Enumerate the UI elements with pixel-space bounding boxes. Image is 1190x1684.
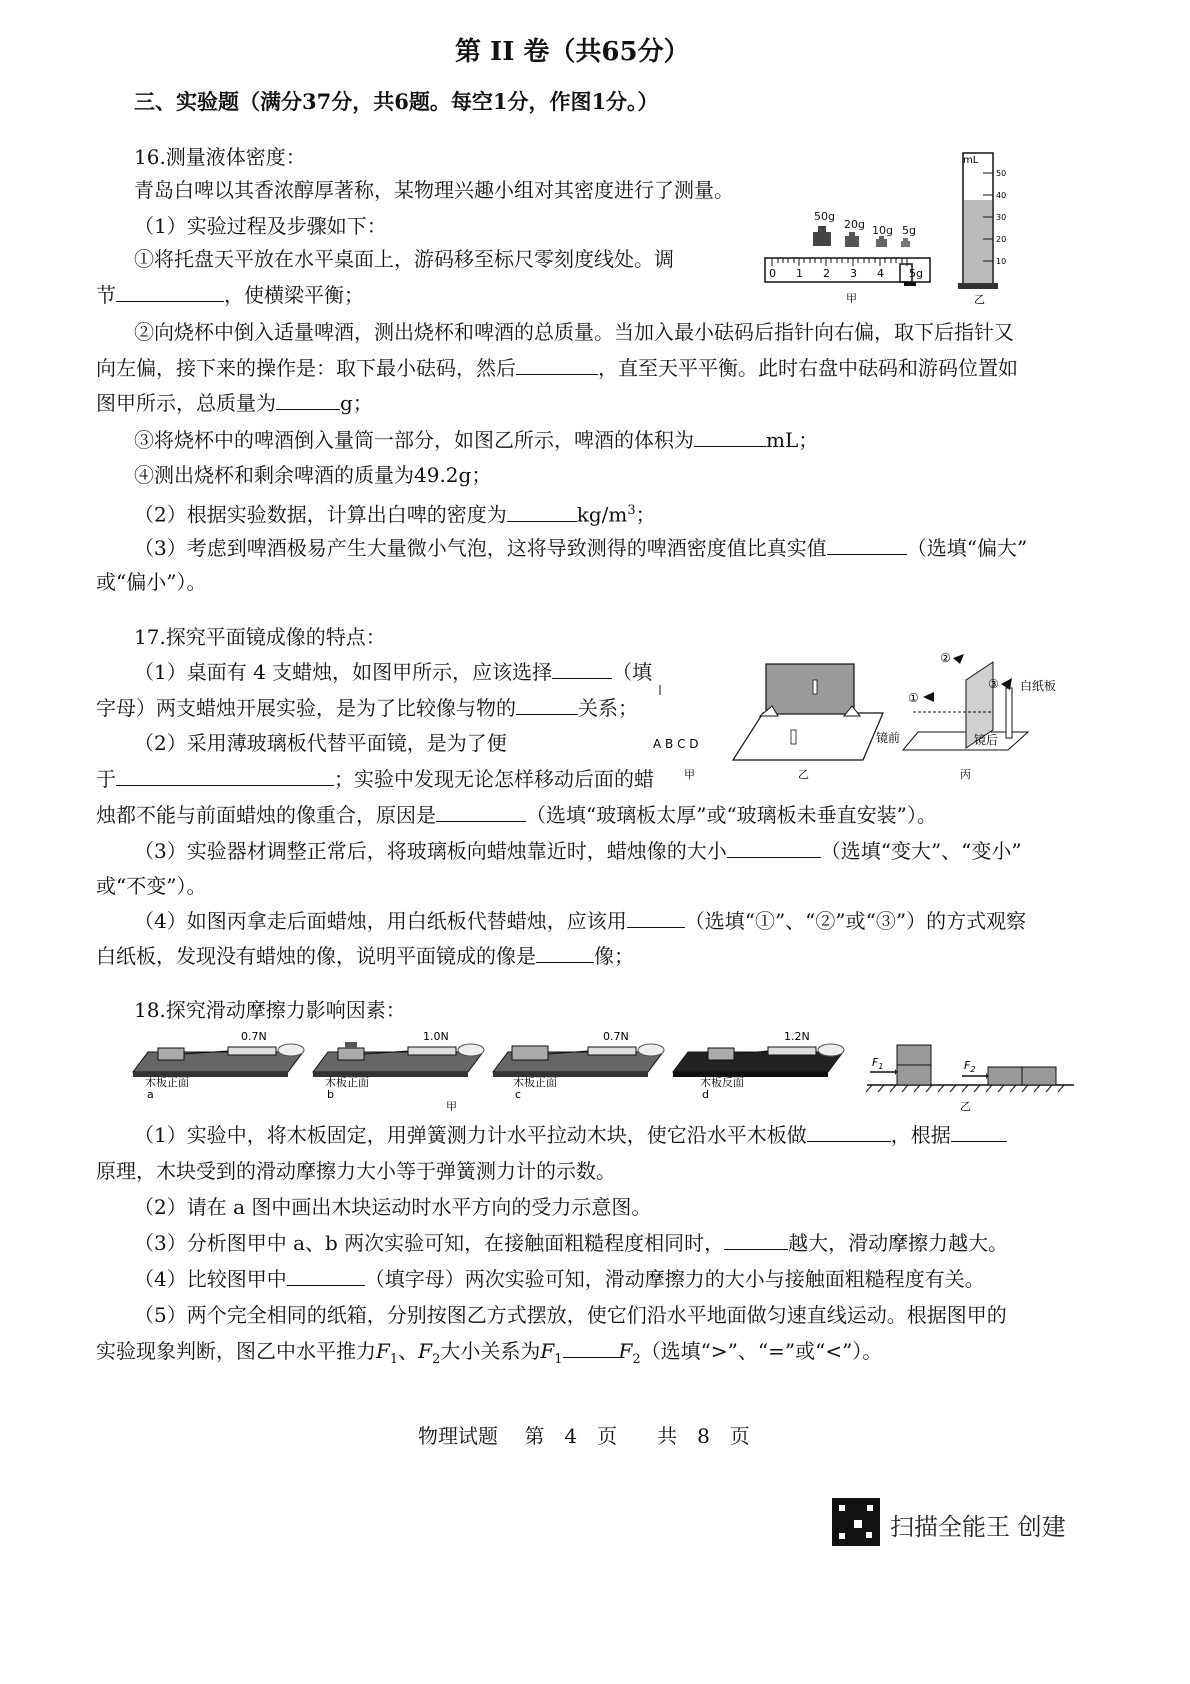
glass-plate-icon	[766, 664, 854, 714]
cylinder-mark: 50	[996, 169, 1007, 178]
subscript: 1	[554, 1352, 563, 1367]
symbol-f: F	[540, 1339, 555, 1363]
q16-part3-line1	[134, 534, 1027, 562]
scale-mark: 0	[769, 267, 776, 280]
scale-mark: 5g	[909, 267, 923, 280]
text: （选填“①”、“②”或“③”）的方式观察	[684, 909, 1027, 933]
text: 越大，滑动摩擦力越大。	[788, 1231, 1009, 1255]
q17-part1-line1	[134, 658, 652, 686]
label-circle3: ③	[988, 677, 999, 691]
weight-label: 10g	[872, 224, 893, 237]
subscript: 2	[432, 1352, 441, 1367]
symbol-f: F	[376, 1339, 390, 1363]
figure-label-jia: 甲	[446, 1100, 457, 1113]
q18-part1-line2: 原理，木块受到的滑动摩擦力大小等于弹簧测力计的示数。	[96, 1159, 616, 1183]
spring-scale-a	[228, 1047, 276, 1055]
text: 于	[96, 767, 116, 791]
figure-label-yi: 乙	[960, 1100, 971, 1113]
text: 图甲所示，总质量为	[96, 391, 276, 415]
cylinder-unit: mL	[963, 155, 979, 166]
cylinder-mark: 30	[996, 213, 1007, 222]
eye-2-icon	[953, 654, 964, 664]
q18-part3	[134, 1229, 1008, 1257]
answer-blank[interactable]	[536, 942, 594, 963]
label-circle1: ①	[908, 691, 919, 705]
q18-part5-line2	[96, 1337, 882, 1374]
q16-step1-line1: ①将托盘天平放在水平桌面上，游码移至标尺零刻度线处。调	[134, 247, 674, 271]
text: 关系；	[578, 696, 638, 720]
block-c	[512, 1046, 548, 1060]
answer-blank[interactable]	[627, 907, 685, 928]
q17-part2-line2	[96, 765, 654, 793]
text: （选填“玻璃板太厚”或“玻璃板未垂直安装”）。	[526, 803, 937, 827]
figure-label-yi: 乙	[798, 768, 809, 781]
answer-blank[interactable]	[827, 534, 907, 555]
q16-intro: 青岛白啤以其香浓醇厚著称，某物理兴趣小组对其密度进行了测量。	[134, 178, 734, 202]
q16-part3-line2: 或“偏小”）。	[96, 570, 207, 594]
setup-letter: d	[702, 1088, 709, 1101]
text: mL；	[766, 428, 819, 452]
section-heading: 三、实验题（满分37分，共6题。每空1分，作图1分。）	[134, 89, 659, 114]
label-back: 镜后	[974, 733, 999, 747]
force-reading: 0.7N	[603, 1030, 629, 1043]
scanner-watermark: 扫描全能王 创建	[890, 1513, 1066, 1541]
q18-part4	[134, 1265, 985, 1293]
cylinder-mark: 20	[996, 235, 1007, 244]
candle-letters: A B C D	[653, 737, 699, 751]
setup-letter: a	[147, 1088, 154, 1101]
q17-part2-line1: （2）采用薄玻璃板代替平面镜，是为了便	[134, 731, 507, 755]
table-surface	[733, 713, 883, 760]
text: （1）实验中，将木板固定，用弹簧测力计水平拉动木块，使它沿水平木板做	[134, 1123, 807, 1147]
q18-part5-line1: （5）两个完全相同的纸箱，分别按图乙方式摆放，使它们沿水平地面做匀速直线运动。根据图甲的	[134, 1303, 1007, 1327]
setup-letter: c	[515, 1088, 522, 1101]
text: ，直至天平平衡。此时右盘中砝码和游码位置如	[598, 356, 1018, 380]
text: g；	[340, 391, 373, 415]
block-a	[158, 1048, 184, 1060]
answer-blank[interactable]	[694, 426, 766, 447]
text: ；	[635, 502, 656, 527]
q17-part3-line2: 或“不变”）。	[96, 874, 207, 898]
answer-blank[interactable]	[516, 694, 578, 715]
text: 、	[398, 1339, 419, 1363]
text: ③将烧杯中的啤酒倒入量筒一部分，如图乙所示，啤酒的体积为	[134, 428, 694, 452]
text: （选填“变大”、“变小”	[820, 839, 1022, 863]
scale-mark: 4	[877, 267, 884, 280]
label-circle2: ②	[940, 651, 951, 665]
q16-heading: 16.测量液体密度：	[134, 145, 306, 169]
box-side-left	[988, 1067, 1022, 1085]
friction-figure-jia	[128, 1028, 858, 1118]
answer-blank[interactable]	[116, 765, 334, 786]
weight-5g-icon	[901, 238, 910, 247]
weight-10g-icon	[876, 236, 887, 247]
label-front: 镜前	[876, 731, 901, 745]
text: （3）考虑到啤酒极易产生大量微小气泡，这将导致测得的啤酒密度值比真实值	[134, 536, 827, 560]
board-label: 木板正面	[145, 1076, 189, 1089]
mirror-figure	[648, 650, 1088, 795]
q16-part2	[134, 497, 656, 529]
board-d	[673, 1052, 843, 1072]
text: 白纸板，发现没有蜡烛的像，说明平面镜成的像是	[96, 944, 536, 968]
symbol-f: F	[618, 1339, 633, 1363]
text: 大小关系为	[440, 1339, 541, 1363]
answer-blank[interactable]	[287, 1265, 365, 1286]
answer-blank[interactable]	[724, 1229, 788, 1250]
weight-label: 20g	[844, 218, 865, 231]
q16-step4: ④测出烧杯和剩余啤酒的质量为49.2g；	[134, 463, 492, 487]
setup-letter: b	[327, 1088, 334, 1101]
q18-part1-line1	[134, 1121, 1007, 1149]
answer-blank[interactable]	[436, 801, 526, 822]
q17-part2-line3	[96, 801, 937, 829]
text: （4）比较图甲中	[134, 1267, 287, 1291]
board-label: 木板反面	[700, 1076, 744, 1089]
scale-mark: 3	[850, 267, 857, 280]
weight-label: 50g	[814, 210, 835, 223]
text: （填	[612, 660, 653, 684]
answer-blank[interactable]	[552, 658, 612, 679]
box-stacked-top	[897, 1045, 931, 1065]
white-board-icon	[1006, 688, 1012, 738]
text: （填字母）两次实验可知，滑动摩擦力的大小与接触面粗糙程度有关。	[364, 1267, 985, 1291]
board-label: 木板正面	[513, 1076, 557, 1089]
eye-1-icon	[923, 692, 934, 702]
spring-scale-d	[768, 1047, 816, 1055]
board-label: 木板正面	[325, 1076, 369, 1089]
text: 字母）两支蜡烛开展实验，是为了比较像与物的	[96, 696, 516, 720]
answer-blank[interactable]	[807, 1121, 891, 1142]
text: （4）如图丙拿走后面蜡烛，用白纸板代替蜡烛，应该用	[134, 909, 627, 933]
weight-50g-icon	[813, 226, 831, 246]
text: ；实验中发现无论怎样移动后面的蜡	[334, 767, 654, 791]
text: （3）实验器材调整正常后，将玻璃板向蜡烛靠近时，蜡烛像的大小	[134, 839, 727, 863]
q17-part1-line2	[96, 694, 638, 722]
subscript: 1	[389, 1352, 399, 1367]
text: 像；	[594, 944, 634, 968]
answer-blank[interactable]	[563, 1337, 619, 1358]
force-reading: 1.0N	[423, 1030, 449, 1043]
text: 烛都不能与前面蜡烛的像重合，原因是	[96, 803, 436, 827]
figure-label-bing: 丙	[960, 768, 971, 781]
figure-label-jia: 甲	[684, 768, 695, 781]
subscript: 2	[632, 1352, 641, 1367]
answer-blank[interactable]	[951, 1121, 1007, 1142]
q17-part4-line1	[134, 907, 1026, 935]
q17-part4-line2	[96, 942, 634, 970]
force-reading: 0.7N	[241, 1030, 267, 1043]
block-b	[338, 1048, 364, 1060]
weight-label: 5g	[902, 224, 916, 237]
text: 节	[96, 283, 116, 307]
cylinder-mark: 40	[996, 191, 1007, 200]
force-reading: 1.2N	[784, 1030, 810, 1043]
text: ，根据	[890, 1123, 951, 1147]
unit-exponent: 3	[627, 503, 636, 518]
text: 向左偏，接下来的操作是：取下最小砝码，然后	[96, 356, 516, 380]
answer-blank[interactable]	[116, 281, 224, 302]
q18-heading: 18.探究滑动摩擦力影响因素：	[134, 998, 406, 1022]
force-f1: $F_1$	[872, 1056, 884, 1071]
liquid-level	[964, 200, 992, 284]
box-side-right	[1022, 1067, 1056, 1085]
q16-step2-line3	[96, 389, 373, 417]
text: （1）桌面有 4 支蜡烛，如图甲所示，应该选择	[134, 660, 553, 684]
figure-label-jia: 甲	[846, 292, 857, 305]
q17-part3-line1	[134, 837, 1022, 865]
scale-mark: 2	[823, 267, 830, 280]
text: ，使横梁平衡；	[224, 283, 364, 307]
text: 实验现象判断，图乙中水平推力	[96, 1339, 376, 1363]
paper-title: 第 II 卷（共65分）	[455, 37, 690, 67]
symbol-f: F	[418, 1339, 433, 1363]
balance-figure	[760, 200, 940, 310]
cylinder-mark: 10	[996, 257, 1007, 266]
q16-step2-line1: ②向烧杯中倒入适量啤酒，测出烧杯和啤酒的总质量。当加入最小砝码后指针向右偏，取下后指针又	[134, 320, 1014, 344]
unit: kg/m	[576, 502, 628, 527]
q17-heading: 17.探究平面镜成像的特点：	[134, 625, 386, 649]
label-white-board: 白纸板	[1020, 679, 1057, 693]
q16-step3	[134, 426, 818, 454]
figure-label-yi: 乙	[974, 293, 985, 306]
answer-blank[interactable]	[276, 389, 340, 410]
answer-blank[interactable]	[516, 354, 598, 375]
page-footer: 物理试题 第 4 页 共 8 页	[418, 1424, 750, 1448]
q16-part1: （1）实验过程及步骤如下：	[134, 214, 387, 238]
answer-blank[interactable]	[727, 837, 821, 858]
scale-mark: 1	[796, 267, 803, 280]
block-d	[708, 1048, 734, 1060]
cylinder-figure	[948, 145, 1018, 310]
spring-scale-c	[588, 1047, 636, 1055]
answer-blank[interactable]	[507, 501, 577, 522]
text: （3）分析图甲中 a、b 两次实验可知，在接触面粗糙程度相同时，	[134, 1231, 725, 1255]
force-f2: $F_2$	[964, 1059, 976, 1074]
weight-20g-icon	[845, 232, 859, 247]
q18-part2: （2）请在 a 图中画出木块运动时水平方向的受力示意图。	[134, 1195, 652, 1219]
text: （选填“>”、“=”或“<”）。	[640, 1339, 883, 1363]
text: （2）根据实验数据，计算出白啤的密度为	[134, 502, 507, 527]
q16-step1-line2	[96, 281, 364, 309]
text: （选填“偏大”	[906, 536, 1028, 560]
candle-icon	[791, 730, 796, 744]
friction-figure-yi	[862, 1040, 1082, 1115]
box-stacked-bottom	[897, 1065, 931, 1085]
qr-code-icon	[832, 1498, 880, 1546]
q16-step2-line2	[96, 354, 1018, 382]
spring-scale-b	[408, 1047, 456, 1055]
